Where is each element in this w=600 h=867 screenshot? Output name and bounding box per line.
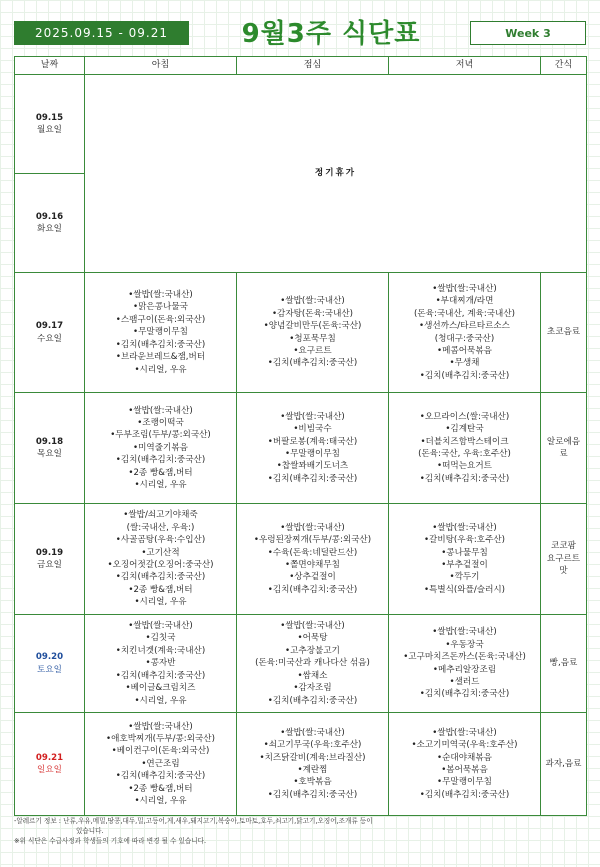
breakfast-item: •2종 빵&잼,버터: [128, 783, 193, 794]
lunch-item: •김치(배추김치:중국산): [267, 473, 358, 484]
lunch-item: •양념갈비만두(돈육:국산): [263, 321, 362, 332]
table-header-row: [15, 57, 587, 75]
breakfast-item: •쌀밥(쌀:국내산): [128, 290, 193, 301]
lunch-item: •계란찜: [297, 765, 328, 775]
breakfast-item: •시리얼, 우유: [134, 796, 187, 807]
breakfast-item: •오징어젓갈(오징어:중국산): [107, 560, 214, 570]
breakfast-item: •미역줄기볶음: [133, 442, 188, 453]
lunch-item: •감자탕(돈육:국내산): [271, 308, 354, 319]
dinner-item: •고구마치즈돈까스(돈육:국내산): [403, 652, 526, 663]
dinner-item: •떠먹는요거트: [437, 461, 492, 472]
dinner-item: •쌀밥(쌀:국내산): [432, 283, 497, 294]
lunch-item: •치즈닭갈비(계육:브라질산): [259, 752, 366, 763]
dinner-item: •소고기미역국(우육:호주산): [411, 740, 518, 751]
lunch-item: •김치(배추김치:중국산): [267, 789, 358, 800]
breakfast-item: •사골곰탕(우육:수입산): [115, 535, 206, 546]
dinner-cell: [389, 393, 541, 504]
breakfast-item: •콩자반: [145, 658, 176, 669]
dinner-item: (돈육:국내산, 계육:국내산): [414, 308, 515, 319]
dinner-item: •부대찌개/라면: [435, 296, 494, 307]
dinner-item: •우동장국: [445, 639, 484, 650]
dinner-cell: [389, 504, 541, 615]
page-title: 9월3주 식단표: [241, 18, 421, 49]
day-date: 09.16: [35, 211, 64, 222]
day-cell: [15, 273, 85, 393]
breakfast-item: •베이컨구이(돈육:외국산): [111, 746, 210, 757]
lunch-item: •비빔국수: [293, 424, 332, 435]
dinner-item: •김치(배추김치:중국산): [419, 370, 510, 381]
breakfast-item: •2종 빵&잼,버터: [128, 584, 193, 595]
dinner-cell: [389, 615, 541, 713]
dinner-item: (청대구:중국산): [434, 333, 495, 344]
breakfast-cell: [85, 615, 237, 713]
day-cell: [15, 75, 85, 174]
snack-cell: [541, 713, 587, 816]
day-date: 09.20: [35, 652, 64, 663]
breakfast-cell: [85, 713, 237, 816]
meal-table: [14, 56, 587, 816]
lunch-item: •김치(배추김치:중국산): [267, 358, 358, 369]
column-header-breakfast: 아침: [85, 57, 237, 75]
day-weekday: 토요일: [37, 664, 62, 675]
breakfast-cell: [85, 504, 237, 615]
snack-item: 과자,음료: [545, 758, 582, 769]
table-row: [15, 713, 587, 816]
column-header-lunch: 점심: [237, 57, 389, 75]
lunch-item: •우렁된장찌개(두부/콩:외국산): [253, 535, 372, 546]
dinner-item: •부추겉절이: [441, 560, 488, 570]
breakfast-cell: [85, 273, 237, 393]
dinner-item: •무생채: [449, 358, 480, 369]
lunch-item: •쌀밥(쌀:국내산): [280, 411, 345, 422]
dinner-item: •김치(배추김치:중국산): [419, 689, 510, 700]
lunch-item: •쇠고기무국(우육:호주산): [263, 740, 362, 751]
lunch-item: •찹쌀꽈배기도너츠: [276, 461, 349, 472]
lunch-item: •쌀밥(쌀:국내산): [280, 522, 345, 533]
breakfast-cell: [85, 393, 237, 504]
day-weekday: 월요일: [37, 125, 62, 135]
dinner-item: •특별식(와플/슬러시): [423, 584, 506, 595]
day-cell: [15, 174, 85, 273]
day-date: 09.17: [35, 321, 64, 332]
breakfast-item: •무말랭이무침: [133, 327, 188, 338]
dinner-item: •깍두기: [449, 572, 480, 583]
dinner-item: •갈비탕(우육:호주산): [423, 535, 506, 546]
snack-item: 알로에음료: [546, 436, 581, 459]
breakfast-item: •스팸구이(돈육:외국산): [115, 314, 206, 325]
breakfast-item: •시리얼, 우유: [134, 695, 187, 706]
breakfast-item: •시리얼, 우유: [134, 364, 187, 375]
breakfast-item: •치킨너겟(계육:국내산): [115, 645, 206, 656]
lunch-cell: [237, 615, 389, 713]
lunch-item: •쌈채소: [297, 670, 328, 681]
snack-cell: [541, 273, 587, 393]
lunch-item: •쫄면야채무침: [285, 560, 340, 570]
dinner-item: •오므라이스(쌀:국내산): [419, 411, 510, 422]
snack-cell: [541, 615, 587, 713]
breakfast-item: •쌀밥/쇠고기야채죽: [123, 510, 198, 521]
snack-item: 요구르트맛: [546, 553, 581, 577]
breakfast-item: •시리얼, 우유: [134, 480, 187, 491]
day-cell: [15, 504, 85, 615]
breakfast-item: •쌀밥(쌀:국내산): [128, 721, 193, 732]
lunch-item: (돈육:미국산과 캐나다산 섞음): [255, 658, 370, 669]
dinner-item: •쌀밥(쌀:국내산): [432, 727, 497, 738]
lunch-item: •쌀밥(쌀:국내산): [280, 621, 345, 632]
breakfast-item: •시리얼, 우유: [134, 597, 187, 608]
day-weekday: 일요일: [37, 765, 62, 775]
table-row: [15, 393, 587, 504]
snack-cell: [541, 504, 587, 615]
allergy-note-continued: 있습니다.: [76, 827, 104, 835]
breakfast-item: •두부조림(두부/콩:외국산): [110, 430, 211, 441]
breakfast-item: (쌀:국내산, 우육:): [126, 522, 195, 533]
breakfast-item: •조랭이떡국: [137, 417, 184, 428]
date-range-badge: 2025.09.15 - 09.21: [14, 21, 189, 45]
column-header-dinner: 저녁: [389, 57, 541, 75]
lunch-item: •쌀밥(쌀:국내산): [280, 296, 345, 307]
snack-item: 빵,음료: [549, 658, 578, 669]
day-date: 09.15: [35, 112, 64, 123]
lunch-cell: [237, 273, 389, 393]
dinner-item: •쌀밥(쌀:국내산): [432, 522, 497, 533]
breakfast-item: •김치(배추김치:중국산): [115, 670, 206, 681]
dinner-item: •메콤어묵볶음: [437, 345, 492, 356]
change-notice: ※위 식단은 수급사정과 학생들의 기호에 따라 변경 될 수 있습니다.: [14, 837, 207, 845]
breakfast-item: •브라운브레드&잼,버터: [115, 352, 206, 363]
breakfast-item: •고기산적: [141, 547, 180, 558]
day-cell: [15, 615, 85, 713]
dinner-cell: [389, 713, 541, 816]
dinner-item: •콩나물무침: [441, 547, 488, 558]
snack-cell: [541, 393, 587, 504]
lunch-item: •고추장불고기: [285, 645, 340, 656]
breakfast-item: •쌀밥(쌀:국내산): [128, 621, 193, 632]
dinner-item: •김치(배추김치:중국산): [419, 789, 510, 800]
breakfast-item: •애호박찌개(두부/콩:외국산): [106, 733, 215, 744]
snack-item: 코코팜: [551, 541, 576, 552]
breakfast-item: •맑은콩나물국: [133, 302, 188, 313]
dinner-item: •무말랭이무침: [437, 777, 492, 788]
lunch-item: •김치(배추김치:중국산): [267, 695, 358, 706]
breakfast-item: •2종 빵&잼,버터: [128, 467, 193, 478]
table-row: [15, 504, 587, 615]
day-weekday: 목요일: [37, 449, 62, 459]
day-weekday: 금요일: [37, 560, 62, 570]
dinner-item: •순대야채볶음: [437, 752, 492, 763]
breakfast-item: •김치(배추김치:중국산): [115, 455, 206, 466]
breakfast-item: •김치(배추김치:중국산): [115, 771, 206, 782]
day-weekday: 수요일: [37, 333, 62, 344]
breakfast-item: •김치(배추김치:중국산): [115, 572, 206, 583]
breakfast-item: •연근조림: [141, 758, 180, 769]
lunch-item: •버팔로봉(계육:태국산): [267, 436, 358, 447]
lunch-item: •호박볶음: [293, 777, 332, 788]
column-header-date: 날짜: [15, 57, 85, 75]
snack-item: 초코음료: [546, 327, 581, 338]
lunch-item: •청포묵무침: [289, 333, 336, 344]
footnote: [14, 816, 586, 846]
lunch-item: •요구르트: [293, 345, 332, 356]
dinner-item: •샐러드: [449, 676, 480, 687]
column-header-snack: 간식: [541, 57, 587, 75]
table-row: [15, 273, 587, 393]
breakfast-item: •쌀밥(쌀:국내산): [128, 405, 193, 416]
dinner-item: •봄어묵볶음: [441, 765, 488, 775]
lunch-item: •수육(돈육:네덜란드산): [267, 547, 358, 558]
dinner-item: •김계탄국: [445, 424, 484, 435]
lunch-item: •김치(배추김치:중국산): [267, 584, 358, 595]
table-row: [15, 75, 587, 174]
lunch-cell: [237, 713, 389, 816]
lunch-cell: [237, 393, 389, 504]
dinner-item: •더블치즈함박스테이크: [420, 436, 509, 447]
lunch-item: •어묵탕: [297, 633, 328, 644]
lunch-item: •상추겉절이: [289, 572, 336, 583]
lunch-item: •감자조림: [293, 683, 332, 694]
day-date: 09.18: [35, 436, 64, 447]
dinner-cell: [389, 273, 541, 393]
week-label-badge: Week 3: [470, 21, 586, 45]
breakfast-item: •김칫국: [145, 633, 176, 644]
breakfast-item: •김치(배추김치:중국산): [115, 339, 206, 350]
dinner-item: (돈육:국산, 우육:호주산): [418, 449, 511, 459]
day-weekday: 화요일: [37, 224, 62, 234]
table-row: [15, 615, 587, 713]
day-date: 09.21: [35, 752, 64, 763]
day-date: 09.19: [35, 547, 64, 558]
dinner-item: •생선까스/타르타르소스: [419, 321, 510, 332]
breakfast-item: •베이글&크림치즈: [125, 683, 196, 694]
lunch-item: •쌀밥(쌀:국내산): [280, 727, 345, 738]
lunch-cell: [237, 504, 389, 615]
dinner-item: •쌀밥(쌀:국내산): [432, 627, 497, 638]
holiday-label: 정기휴가: [85, 75, 587, 273]
allergy-note: -알레르기 정보 : 난류,우유,메밀,땅콩,대두,밀,고등어,게,새우,돼지고기,복숭아,토마토,호두,쇠고기,닭고기,오징어,조개류 등이: [14, 817, 373, 825]
lunch-item: •무말랭이무침: [285, 449, 340, 459]
dinner-item: •메추리알장조림: [432, 664, 497, 675]
dinner-item: •김치(배추김치:중국산): [419, 473, 510, 484]
day-cell: [15, 713, 85, 816]
day-cell: [15, 393, 85, 504]
